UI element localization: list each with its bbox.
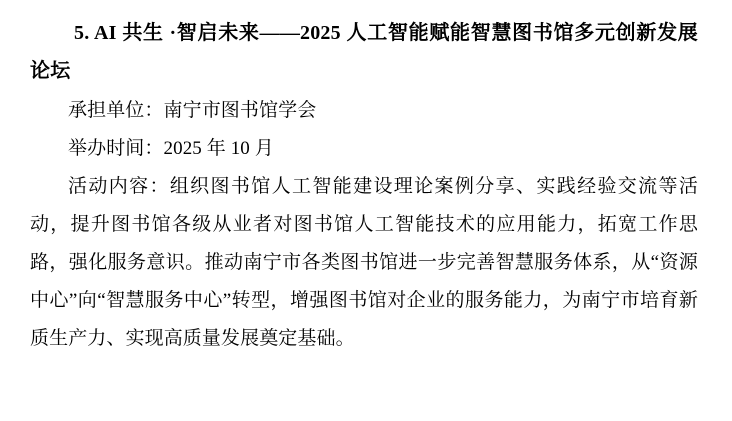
field-content: 活动内容：组织图书馆人工智能建设理论案例分享、实践经验交流等活动，提升图书馆各级从业者对图书馆人工智能技术的应用能力，拓宽工作思路，强化服务意识。推动南宁市各类图书馆进一步完善智慧服务体系，从“资源中心”向“智慧服务中心”转型，增强图书馆对企业的服务能力，为南宁市培育新质生产力、实现高质量发展奠定基础。 bbox=[30, 176, 698, 349]
field-organizer: 承担单位：南宁市图书馆学会 bbox=[68, 100, 317, 121]
field-date: 举办时间：2025 年 10 月 bbox=[68, 138, 274, 159]
page-title: 5. AI 共生 ·智启未来——2025 人工智能赋能智慧图书馆多元创新发展论坛 bbox=[30, 22, 698, 82]
